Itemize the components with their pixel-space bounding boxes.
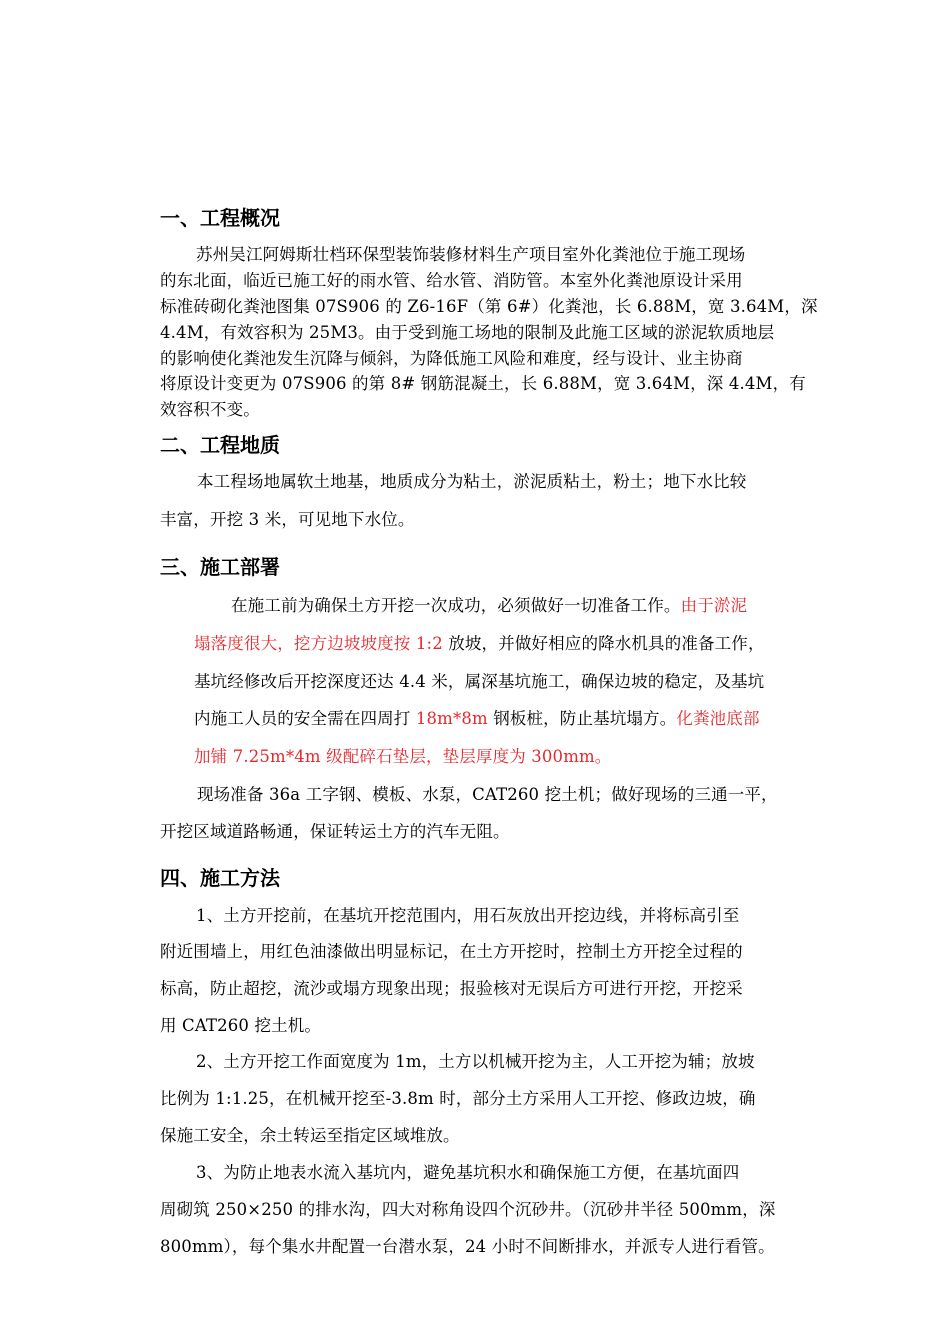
paragraph-line: 3、为防止地表水流入基坑内，避免基坑积水和确保施工方便，在基坑面四: [196, 1163, 740, 1182]
section-heading-methods: 四、施工方法: [160, 866, 280, 890]
highlighted-line: 加铺 7.25m*4m 级配碎石垫层，垫层厚度为 300mm。: [194, 747, 612, 766]
paragraph-line: 效容积不变。: [160, 400, 260, 419]
paragraph-line: 1、土方开挖前，在基坑开挖范围内，用石灰放出开挖边线，并将标高引至: [196, 906, 740, 925]
paragraph-line: 现场准备 36a 工字钢、模板、水泵，CAT260 挖土机；做好现场的三通一平，: [197, 785, 778, 804]
section-heading-deployment: 三、施工部署: [160, 555, 280, 579]
paragraph-line: 本工程场地属软土地基，地质成分为粘土，淤泥质粘土，粉土；地下水比较: [197, 472, 747, 491]
paragraph-line: 苏州吴江阿姆斯壮档环保型装饰装修材料生产项目室外化粪池位于施工现场: [196, 245, 746, 264]
paragraph-line: 用 CAT260 挖土机。: [160, 1016, 322, 1035]
paragraph-line: 周砌筑 250×250 的排水沟，四大对称角设四个沉砂井。（沉砂井半径 500mm，深: [160, 1200, 776, 1219]
paragraph-line: [194, 707, 760, 731]
paragraph-line: 基坑经修改后开挖深度还达 4.4 米，属深基坑施工，确保边坡的稳定，及基坑: [194, 672, 765, 691]
paragraph-line: 附近围墙上，用红色油漆做出明显标记，在土方开挖时，控制土方开挖全过程的: [160, 942, 743, 961]
paragraph-line: 800mm），每个集水井配置一台潜水泵，24 小时不间断排水，并派专人进行看管。: [160, 1237, 775, 1256]
paragraph-line: 开挖区域道路畅通，保证转运土方的汽车无阻。: [160, 822, 510, 841]
paragraph-line: 标准砖砌化粪池图集 07S906 的 Z6-16F（第 6#）化粪池，长 6.88M，宽 3.64M，深: [160, 297, 818, 316]
text-run: 钢板桩，防止基坑塌方。: [487, 709, 677, 728]
paragraph-line: 将原设计变更为 07S906 的第 8# 钢筋混凝土，长 6.88M，宽 3.64M，深 4.4M，有: [160, 374, 806, 393]
paragraph-line: 丰富，开挖 3 米，可见地下水位。: [160, 510, 415, 529]
highlighted-text: 化粪池底部: [676, 709, 760, 728]
section-heading-geology: 二、工程地质: [160, 433, 280, 457]
paragraph-line: 比例为 1:1.25，在机械开挖至-3.8m 时，部分土方采用人工开挖、修政边坡，确: [160, 1089, 756, 1108]
text-run: 在施工前为确保土方开挖一次成功，必须做好一切准备工作。: [231, 596, 681, 615]
text-run: 放坡，并做好相应的降水机具的准备工作，: [442, 634, 765, 653]
paragraph-line: [231, 594, 747, 618]
highlighted-text: 塌落度很大，挖方边坡坡度按 1:2: [194, 634, 443, 653]
highlighted-text: 18m*8m: [415, 709, 488, 728]
paragraph-line: 4.4M，有效容积为 25M3。由于受到施工场地的限制及此施工区域的淤泥软质地层: [160, 323, 775, 342]
paragraph-line: 保施工安全，余土转运至指定区域堆放。: [160, 1126, 460, 1145]
paragraph-line: [194, 632, 765, 656]
paragraph-line: 标高，防止超挖，流沙或塌方现象出现；报验核对无误后方可进行开挖，开挖采: [160, 979, 743, 998]
paragraph-line: 2、土方开挖工作面宽度为 1m，土方以机械开挖为主，人工开挖为辅；放坡: [196, 1052, 755, 1071]
text-run: 内施工人员的安全需在四周打: [194, 709, 416, 728]
section-heading-overview: 一、工程概况: [160, 206, 280, 230]
paragraph-line: 的东北面，临近已施工好的雨水管、给水管、消防管。本室外化粪池原设计采用: [160, 271, 743, 290]
highlighted-text: 由于淤泥: [680, 596, 748, 615]
paragraph-line: 的影响使化粪池发生沉降与倾斜，为降低施工风险和难度，经与设计、业主协商: [160, 349, 743, 368]
